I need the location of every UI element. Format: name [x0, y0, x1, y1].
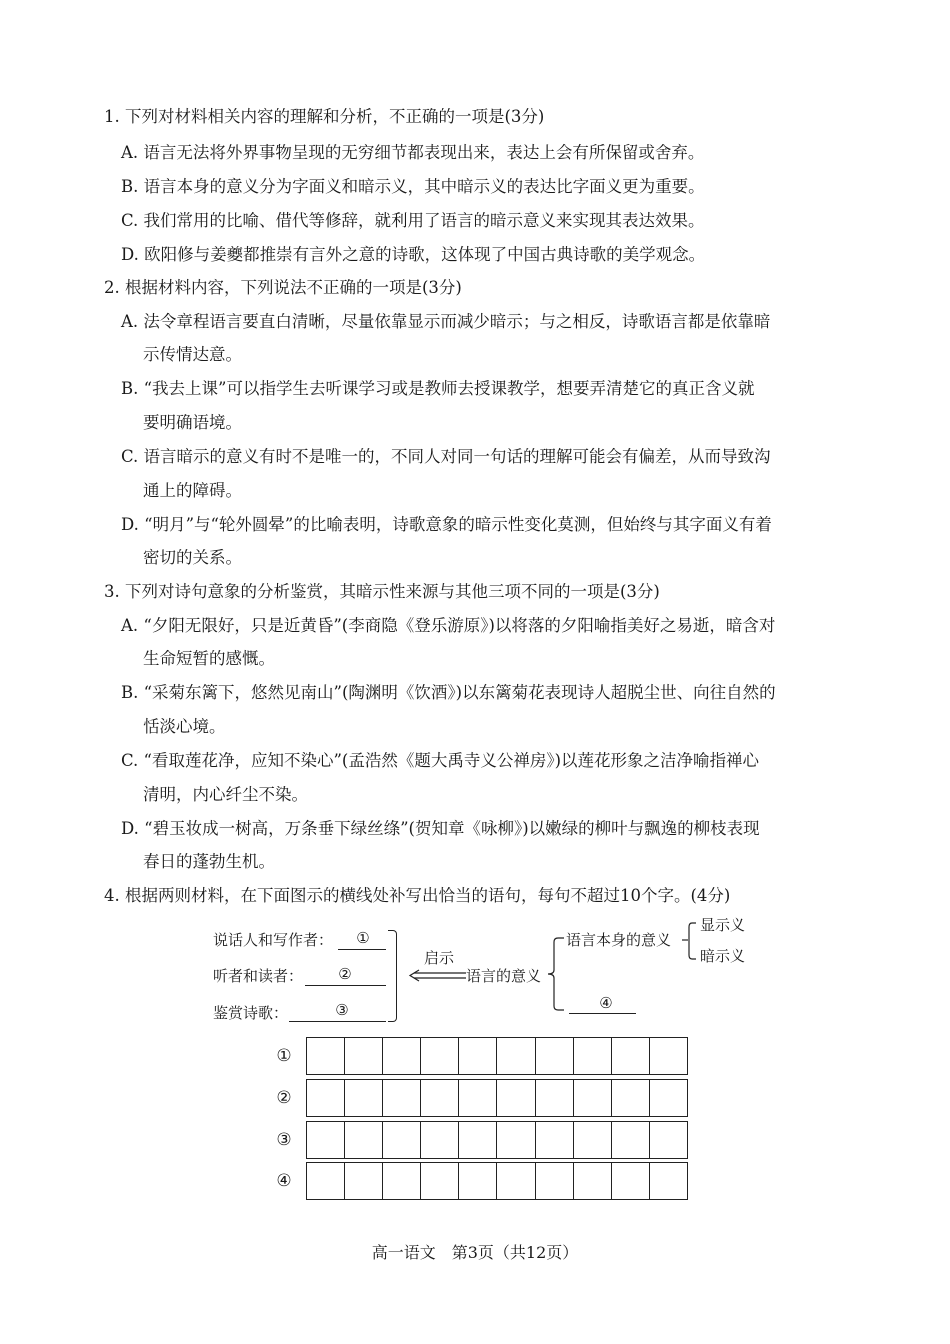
marker-4: ④	[599, 994, 613, 1012]
q3-option-d-cont: 春日的蓬勃生机。	[143, 852, 275, 871]
q2-option-a: A. 法令章程语言要直白清晰，尽量依靠显示而减少暗示；与之相反，诗歌语言都是依靠暗	[121, 312, 771, 331]
q3-option-c-cont: 清明，内心纤尘不染。	[143, 785, 308, 804]
question-3-stem: 3. 下列对诗句意象的分析鉴赏，其暗示性来源与其他三项不同的一项是(3分)	[104, 582, 660, 601]
page-footer: 高一语文 第3页（共12页）	[371, 1243, 579, 1262]
question-2-stem: 2. 根据材料内容，下列说法不正确的一项是(3分)	[104, 278, 462, 297]
q3-option-b-cont: 恬淡心境。	[143, 717, 226, 736]
question-1-stem: 1. 下列对材料相关内容的理解和分析，不正确的一项是(3分)	[104, 107, 545, 126]
blank-line-4[interactable]	[569, 1013, 636, 1014]
marker-1: ①	[356, 929, 370, 947]
q2-option-d: D. “明月”与“轮外圆晕”的比喻表明，诗歌意象的暗示性变化莫测，但始终与其字面义有着	[121, 515, 772, 534]
right-branch-brace	[544, 928, 568, 1020]
diagram-label-poetry: 鉴赏诗歌：	[213, 1004, 289, 1022]
grid-label-4: ④	[276, 1171, 292, 1191]
sub-item-explicit: 显示义	[700, 916, 746, 934]
blank-line-2[interactable]	[305, 985, 386, 986]
q2-option-b-cont: 要明确语境。	[143, 413, 242, 432]
grid-label-2: ②	[276, 1088, 292, 1108]
answer-row-4[interactable]	[306, 1162, 688, 1200]
q3-option-c: C. “看取莲花净，应知不染心”(孟浩然《题大禹寺义公禅房》)以莲花形象之洁净喻指禅心	[121, 751, 760, 770]
upper-branch: 语言本身的意义	[566, 931, 672, 949]
q1-option-c: C. 我们常用的比喻、借代等修辞，就利用了语言的暗示意义来实现其表达效果。	[121, 211, 705, 230]
q1-option-b: B. 语言本身的意义分为字面义和暗示义，其中暗示义的表达比字面义更为重要。	[121, 177, 705, 196]
q3-option-a: A. “夕阳无限好，只是近黄昏”(李商隐《登乐游原》)以将落的夕阳喻指美好之易逝，暗含对	[121, 616, 776, 635]
blank-line-3[interactable]	[289, 1021, 386, 1022]
sub-item-implicit: 暗示义	[700, 947, 746, 965]
answer-row-3[interactable]	[306, 1121, 688, 1159]
answer-row-1[interactable]	[306, 1037, 688, 1075]
blank-line-1[interactable]	[338, 949, 386, 950]
answer-row-2[interactable]	[306, 1079, 688, 1117]
q3-option-d: D. “碧玉妆成一树高，万条垂下绿丝绦”(贺知章《咏柳》)以嫩绿的柳叶与飘逸的柳枝表现	[121, 819, 760, 838]
q2-option-a-cont: 示传情达意。	[143, 345, 242, 364]
diagram-label-listener: 听者和读者：	[213, 967, 304, 985]
q2-option-c-cont: 通上的障碍。	[143, 481, 242, 500]
diagram-center: 语言的意义	[466, 967, 542, 985]
left-group-bracket	[388, 930, 397, 1022]
question-4-stem: 4. 根据两则材料，在下面图示的横线处补写出恰当的语句，每句不超过10个字。(4分)	[104, 886, 731, 905]
q3-option-a-cont: 生命短暂的感慨。	[143, 649, 275, 668]
grid-label-3: ③	[276, 1130, 292, 1150]
q2-option-c: C. 语言暗示的意义有时不是唯一的，不同人对同一句话的理解可能会有偏差，从而导致沟	[121, 447, 771, 466]
marker-3: ③	[335, 1001, 349, 1019]
arrow-label: 启示	[424, 949, 455, 967]
q3-option-b: B. “采菊东篱下，悠然见南山”(陶渊明《饮酒》)以东篱菊花表现诗人超脱尘世、向往自然的	[121, 683, 776, 702]
marker-2: ②	[338, 965, 352, 983]
q2-option-b: B. “我去上课”可以指学生去听课学习或是教师去授课教学，想要弄清楚它的真正含义就	[121, 379, 755, 398]
q1-option-a: A. 语言无法将外界事物呈现的无穷细节都表现出来，表达上会有所保留或舍弃。	[121, 143, 705, 162]
q2-option-d-cont: 密切的关系。	[143, 548, 242, 567]
left-arrow-icon	[408, 969, 468, 983]
sub-brace	[682, 919, 702, 967]
q1-option-d: D. 欧阳修与姜夔都推崇有言外之意的诗歌，这体现了中国古典诗歌的美学观念。	[121, 245, 706, 264]
diagram-label-speaker: 说话人和写作者：	[213, 931, 334, 949]
grid-label-1: ①	[276, 1046, 292, 1066]
